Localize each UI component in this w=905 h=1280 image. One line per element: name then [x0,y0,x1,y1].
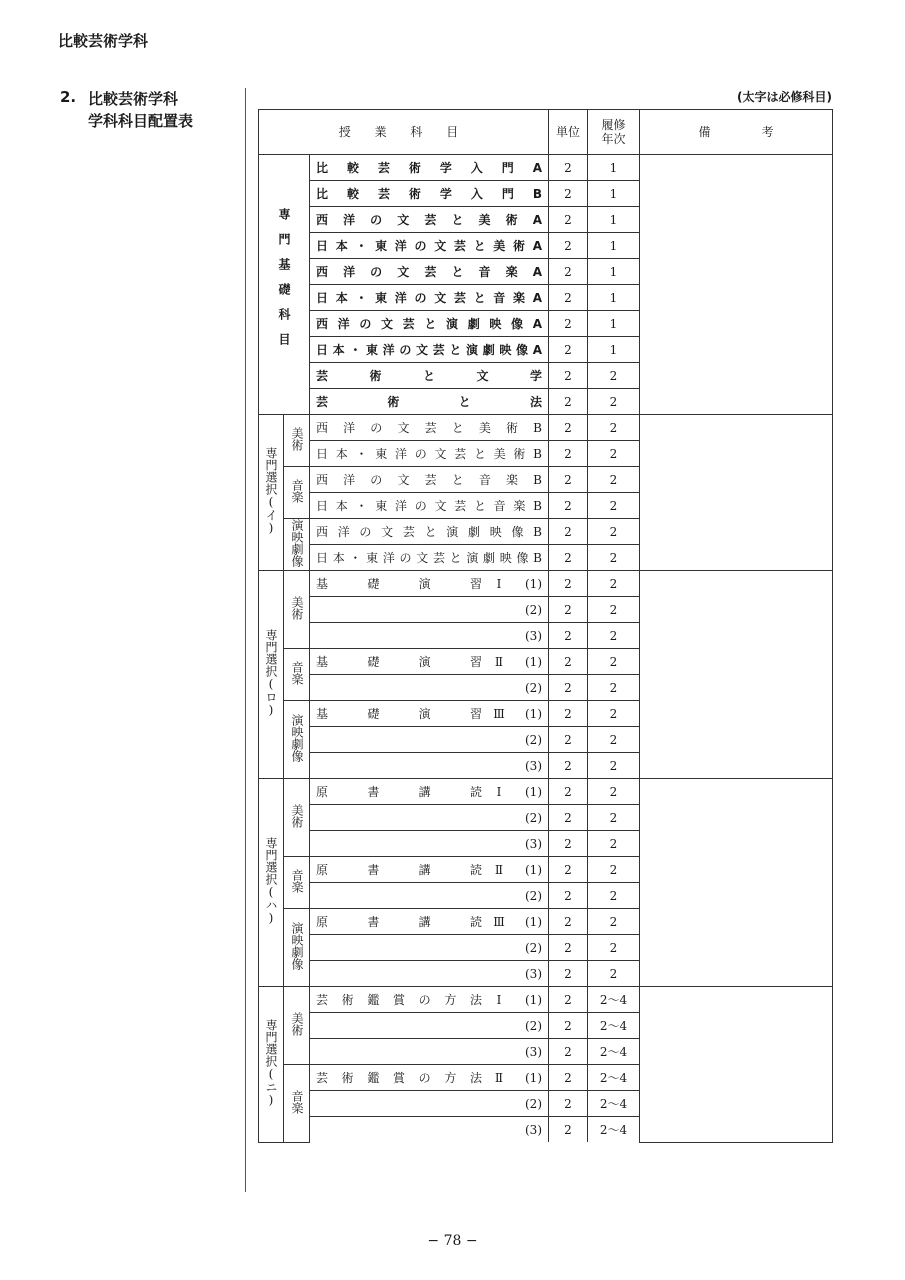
subject-name: 比較芸術学入門A [316,160,542,175]
subject-cell [310,311,549,337]
subject-cell [310,675,549,701]
year-cell: 2〜4 [588,987,640,1013]
subject-part: (1) [525,576,542,591]
units-cell: 2 [549,363,588,389]
subject-name: 芸術と法 [316,394,542,409]
subject-roman: I [496,992,502,1007]
subject-cell [310,805,549,831]
header-year-line2: 年次 [601,132,626,146]
subject-part: (2) [525,888,542,903]
units-cell: 2 [549,701,588,727]
year-cell: 2 [588,649,640,675]
subject-part: (3) [525,628,542,643]
category-ro-label: 専門選択(ロ) [264,629,278,717]
subject-cell [310,337,549,363]
units-cell: 2 [549,155,588,181]
subject-part: (3) [525,836,542,851]
year-cell: 2 [588,701,640,727]
year-cell: 2 [588,831,640,857]
units-cell: 2 [549,441,588,467]
subject-name: 西洋の文芸と美術B [316,420,542,435]
subcat-engeki [284,519,310,571]
subject-part: (1) [525,654,542,669]
subject-part: (1) [525,784,542,799]
subject-name: 西洋の文芸と演劇映像A [316,316,542,331]
subcat-ongaku [284,649,310,701]
year-cell: 2 [588,389,640,415]
table-row [259,571,833,597]
remarks-cell [640,571,833,779]
year-cell: 2 [588,441,640,467]
category-kiso-label: 専門基礎科目 [277,208,291,358]
category-ni [259,987,284,1143]
subject-name: 日本・東洋の文芸と美術B [316,446,542,461]
subject-name: 日本・東洋の文芸と演劇映像B [316,550,542,565]
year-cell: 2 [588,571,640,597]
year-cell: 2 [588,935,640,961]
subject-roman: Ⅱ [494,1070,504,1085]
subcat-engeki [284,909,310,987]
table-row [259,779,833,805]
subject-part: (2) [525,940,542,955]
year-cell: 2〜4 [588,1039,640,1065]
subject-cell [310,519,549,545]
units-cell: 2 [549,883,588,909]
subject-cell [310,597,549,623]
units-cell: 2 [549,675,588,701]
units-cell: 2 [549,753,588,779]
year-cell: 2 [588,857,640,883]
units-cell: 2 [549,493,588,519]
subject-cell [310,1117,549,1143]
units-cell: 2 [549,779,588,805]
units-cell: 2 [549,1091,588,1117]
subject-part: (2) [525,1096,542,1111]
units-cell: 2 [549,519,588,545]
units-cell: 2 [549,935,588,961]
year-cell: 1 [588,155,640,181]
subject-name: 原書講読 [316,914,482,929]
subject-cell [310,207,549,233]
year-cell: 2〜4 [588,1065,640,1091]
units-cell: 2 [549,389,588,415]
subject-roman: I [496,576,502,591]
subject-part: (3) [525,758,542,773]
subject-part: (2) [525,602,542,617]
remarks-cell [640,415,833,571]
subcat-bijutsu-label: 美術 [290,596,304,620]
subject-cell [310,415,549,441]
subject-cell [310,389,549,415]
subject-part: (3) [525,1122,542,1137]
subject-name: 基礎演習 [316,706,482,721]
subject-cell [310,753,549,779]
units-cell: 2 [549,961,588,987]
year-cell: 2〜4 [588,1013,640,1039]
subject-cell [310,1091,549,1117]
year-cell: 2 [588,467,640,493]
subject-cell [310,961,549,987]
subject-cell [310,701,549,727]
subcat-engeki [284,701,310,779]
units-cell: 2 [549,207,588,233]
subject-cell [310,857,549,883]
subject-cell [310,909,549,935]
units-cell: 2 [549,1013,588,1039]
subject-part: (2) [525,680,542,695]
units-cell: 2 [549,467,588,493]
table-row [259,415,833,441]
subject-name: 西洋の文芸と美術A [316,212,542,227]
subject-cell [310,649,549,675]
units-cell: 2 [549,545,588,571]
subcat-ongaku-label: 音楽 [290,1089,304,1114]
year-cell: 2 [588,753,640,779]
subcat-ongaku-label: 音楽 [290,661,304,685]
subject-roman: Ⅱ [494,862,504,877]
units-cell: 2 [549,649,588,675]
subcat-bijutsu [284,571,310,649]
year-cell: 1 [588,311,640,337]
section-title-line1: 比較芸術学科 [88,90,179,108]
year-cell: 2 [588,779,640,805]
subject-name: 芸術鑑賞の方法 [316,1070,482,1085]
units-cell: 2 [549,571,588,597]
subject-cell [310,779,549,805]
header-subject: 授 業 科 目 [259,110,549,155]
vertical-divider [245,88,246,1192]
subject-part: (1) [525,862,542,877]
year-cell: 2〜4 [588,1091,640,1117]
category-i [259,415,284,571]
table-row [259,987,833,1013]
year-cell: 1 [588,207,640,233]
subcat-bijutsu [284,987,310,1065]
subject-part: (1) [525,1070,542,1085]
table-row [259,155,833,181]
header-year-line1: 履修 [601,118,626,132]
year-cell: 1 [588,337,640,363]
subject-name: 日本・東洋の文芸と演劇映像A [316,342,542,357]
subject-cell [310,441,549,467]
year-cell: 2 [588,493,640,519]
year-cell: 1 [588,181,640,207]
page-header: 比較芸術学科 [58,32,149,50]
units-cell: 2 [549,233,588,259]
subcat-bijutsu-label: 美術 [290,804,304,828]
subject-name: 西洋の文芸と演劇映像B [316,524,542,539]
subject-part: (2) [525,732,542,747]
subject-roman: Ⅱ [494,654,504,669]
subcat-engeki-label: 演映劇像 [290,922,304,970]
category-ro [259,571,284,779]
subcat-bijutsu-label: 美術 [290,427,304,451]
subject-cell [310,259,549,285]
units-cell: 2 [549,1117,588,1143]
subcat-engeki-label: 演映劇像 [290,519,304,567]
units-cell: 2 [549,623,588,649]
subject-name: 日本・東洋の文芸と音楽B [316,498,542,513]
units-cell: 2 [549,909,588,935]
units-cell: 2 [549,1039,588,1065]
page-number: − 78 − [427,1233,478,1249]
subject-name: 西洋の文芸と音楽B [316,472,542,487]
units-cell: 2 [549,1065,588,1091]
subject-part: (1) [525,914,542,929]
subcat-bijutsu-label: 美術 [290,1012,304,1036]
subject-name: 原書講読 [316,784,482,799]
year-cell: 2 [588,805,640,831]
subject-cell [310,727,549,753]
section-number: 2. [60,88,77,106]
subject-cell [310,181,549,207]
year-cell: 1 [588,259,640,285]
subject-cell [310,155,549,181]
category-kiso [259,155,310,415]
subject-part: (1) [525,992,542,1007]
subcat-ongaku [284,467,310,519]
subject-cell [310,1039,549,1065]
year-cell: 2 [588,909,640,935]
subject-part: (2) [525,810,542,825]
category-i-label: 専門選択(イ) [264,447,278,535]
subject-part: (3) [525,966,542,981]
year-cell: 2 [588,623,640,649]
subject-cell [310,545,549,571]
units-cell: 2 [549,311,588,337]
subject-cell [310,233,549,259]
section-title-line2: 学科科目配置表 [88,112,194,130]
category-ha-label: 専門選択(ハ) [264,837,278,925]
subject-part: (3) [525,1044,542,1059]
subcat-bijutsu [284,415,310,467]
year-cell: 2 [588,727,640,753]
subcat-ongaku-label: 音楽 [290,869,304,893]
remarks-cell [640,987,833,1143]
subcat-ongaku [284,857,310,909]
subject-name: 比較芸術学入門B [316,186,542,201]
year-cell: 2 [588,363,640,389]
subject-roman: I [496,784,502,799]
table-body [259,155,833,1143]
category-ni-label: 専門選択(ニ) [264,1018,278,1107]
subcat-bijutsu [284,779,310,857]
header-remarks [640,110,833,155]
subject-cell [310,623,549,649]
units-cell: 2 [549,831,588,857]
subject-name: 原書講読 [316,862,482,877]
subject-part: (1) [525,706,542,721]
year-cell: 1 [588,285,640,311]
header-year [588,110,640,155]
subject-name: 基礎演習 [316,576,482,591]
year-cell: 2 [588,597,640,623]
subject-roman: Ⅲ [493,706,505,721]
subject-name: 日本・東洋の文芸と音楽A [316,290,542,305]
subject-roman: Ⅲ [493,914,505,929]
subject-cell [310,1065,549,1091]
units-cell: 2 [549,285,588,311]
subject-cell [310,467,549,493]
units-cell: 2 [549,415,588,441]
year-cell: 2〜4 [588,1117,640,1143]
subcat-ongaku [284,1065,310,1143]
units-cell: 2 [549,857,588,883]
table-note: (太字は必修科目) [737,90,832,104]
subject-cell [310,831,549,857]
units-cell: 2 [549,987,588,1013]
units-cell: 2 [549,805,588,831]
remarks-cell [640,155,833,415]
units-cell: 2 [549,727,588,753]
subject-cell [310,1013,549,1039]
units-cell: 2 [549,337,588,363]
course-table [258,109,833,1143]
category-ha [259,779,284,987]
units-cell: 2 [549,181,588,207]
units-cell: 2 [549,259,588,285]
subject-cell [310,883,549,909]
subject-name: 芸術と文学 [316,368,542,383]
header-remarks-text: 備 考 [698,125,774,139]
subject-name: 日本・東洋の文芸と美術A [316,238,542,253]
subject-cell [310,363,549,389]
year-cell: 2 [588,519,640,545]
subject-cell [310,571,549,597]
subcat-ongaku-label: 音楽 [290,479,304,503]
year-cell: 1 [588,233,640,259]
subject-name: 基礎演習 [316,654,482,669]
year-cell: 2 [588,961,640,987]
year-cell: 2 [588,415,640,441]
units-cell: 2 [549,597,588,623]
subject-cell [310,493,549,519]
remarks-cell [640,779,833,987]
subject-cell [310,285,549,311]
subject-cell [310,935,549,961]
subject-part: (2) [525,1018,542,1033]
header-units: 単位 [549,110,588,155]
year-cell: 2 [588,675,640,701]
year-cell: 2 [588,545,640,571]
subject-name: 芸術鑑賞の方法 [316,992,482,1007]
year-cell: 2 [588,883,640,909]
header-row [259,110,833,155]
subcat-engeki-label: 演映劇像 [290,714,304,762]
subject-cell [310,987,549,1013]
subject-name: 西洋の文芸と音楽A [316,264,542,279]
